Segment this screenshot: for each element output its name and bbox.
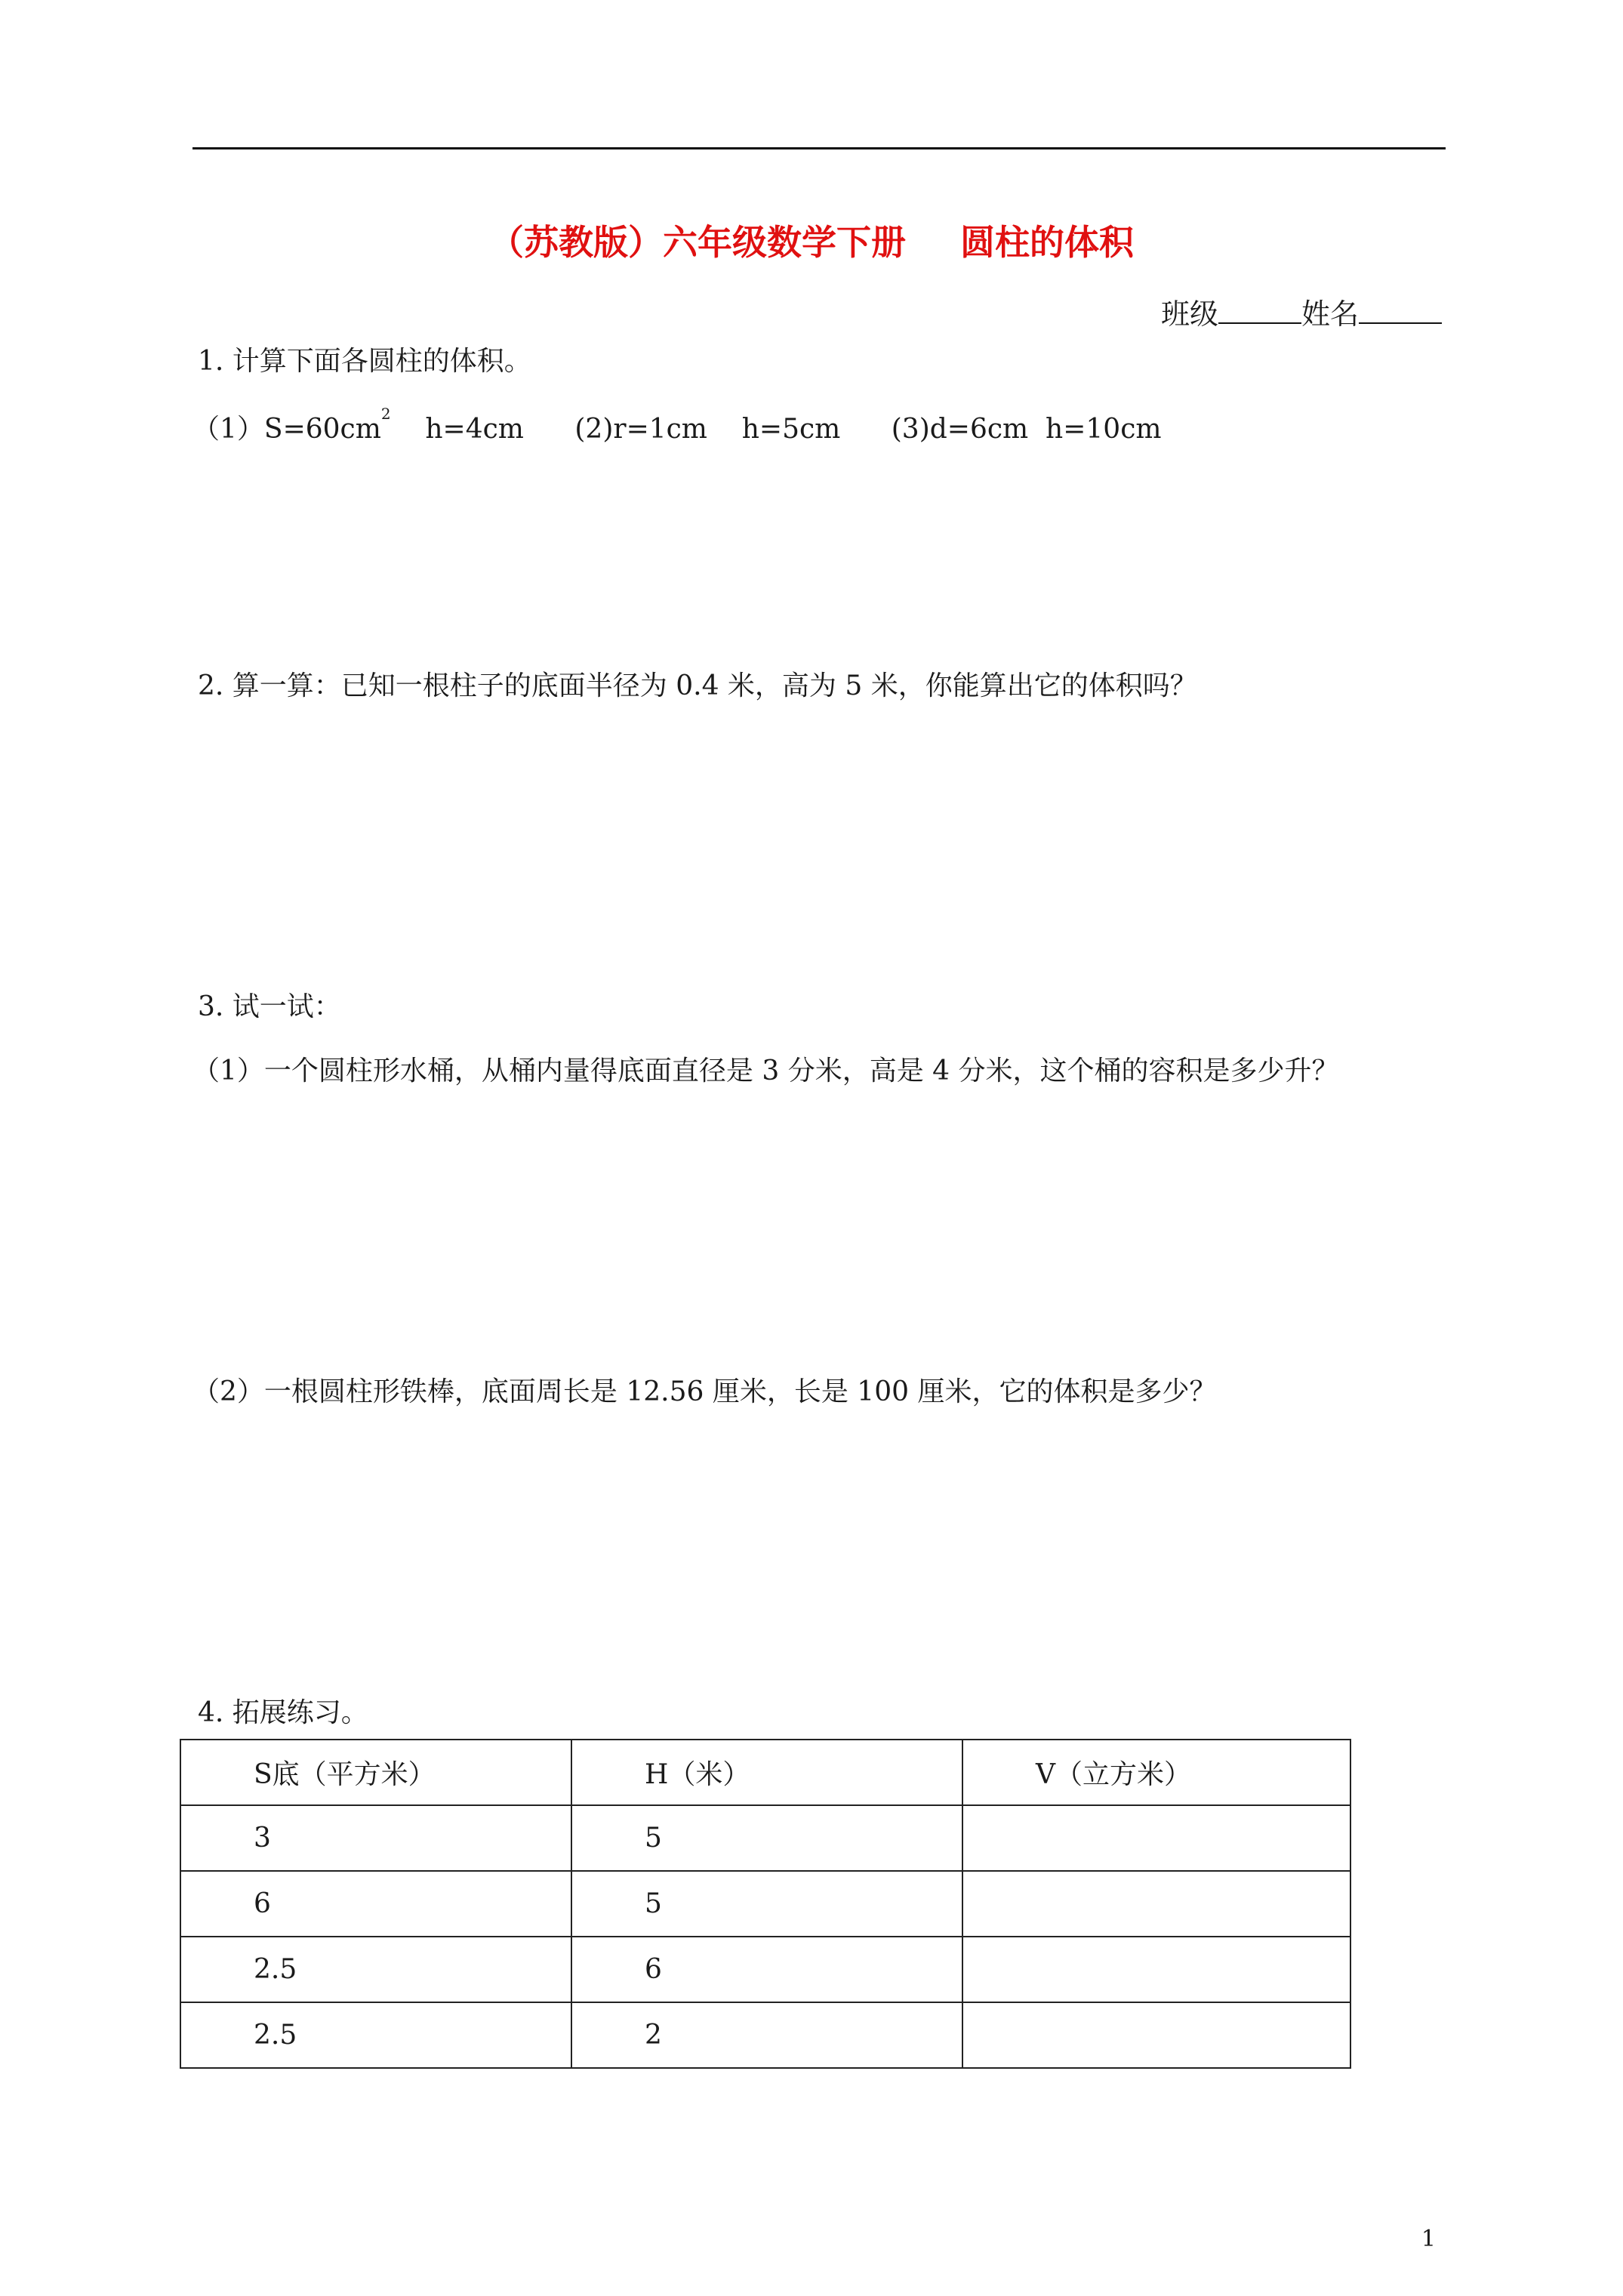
q1-part-3-diameter: (3)d=6cm: [891, 414, 1029, 445]
table-cell: 2.5: [180, 2002, 571, 2068]
q1-part-2-height: h=5cm: [741, 414, 841, 445]
question-3: 3. 试一试：: [198, 991, 341, 1022]
q1-part-2-radius: (2)r=1cm: [574, 414, 707, 445]
question-3-sub-1: （1）一个圆柱形水桶，从桶内量得底面直径是 3 分米，高是 4 分米，这个桶的容积是多少升？: [192, 1056, 1339, 1086]
question-3-sub-2: （2）一根圆柱形铁棒，底面周长是 12.56 厘米，长是 100 厘米，它的体积是多少？: [192, 1376, 1217, 1407]
table-header-cell: H（米）: [571, 1740, 962, 1805]
table-header-cell: V（立方米）: [962, 1740, 1350, 1805]
extension-table: [180, 1739, 1351, 2069]
name-blank[interactable]: [1359, 295, 1442, 324]
question-4: 4. 拓展练习。: [198, 1697, 368, 1728]
q1-part-3: [892, 414, 1162, 445]
table-cell: 6: [571, 1937, 962, 2002]
header-rule: [192, 147, 1446, 149]
q1-part-1-height: h=4cm: [425, 414, 524, 445]
q1-part-3-height: h=10cm: [1046, 414, 1162, 445]
q1-part-2: [574, 414, 840, 445]
q1-part-1-area: （1）S=60cm: [192, 414, 381, 445]
answer-cell[interactable]: [962, 1805, 1350, 1871]
title-series: （苏教版）六年级数学下册: [489, 222, 906, 263]
table-header-cell: S底（平方米）: [180, 1740, 571, 1805]
table-cell: 3: [180, 1805, 571, 1871]
table-cell: 2: [571, 2002, 962, 2068]
student-info: [1161, 291, 1442, 332]
table-row: [180, 1871, 1350, 1937]
question-1: 1. 计算下面各圆柱的体积。: [198, 346, 531, 377]
table-cell: 5: [571, 1805, 962, 1871]
table-cell: 2.5: [180, 1937, 571, 2002]
q1-part-1-exponent: 2: [380, 405, 391, 423]
table-cell: 6: [180, 1871, 571, 1937]
table-row: [180, 1937, 1350, 2002]
page-title: [0, 215, 1623, 265]
class-label: 班级: [1160, 297, 1218, 331]
answer-cell[interactable]: [962, 1937, 1350, 2002]
table-row: [180, 2002, 1350, 2068]
page-number: 1: [1421, 2226, 1436, 2252]
title-topic: 圆柱的体积: [960, 222, 1134, 263]
class-blank[interactable]: [1218, 295, 1301, 324]
table-cell: 5: [571, 1871, 962, 1937]
question-1-parts: [192, 405, 1204, 446]
question-2: 2. 算一算：已知一根柱子的底面半径为 0.4 米，高为 5 米，你能算出它的体积吗？: [198, 670, 1197, 701]
name-label: 姓名: [1301, 297, 1359, 331]
table-row: [180, 1805, 1350, 1871]
table-header-row: [180, 1740, 1350, 1805]
answer-cell[interactable]: [962, 1871, 1350, 1937]
answer-cell[interactable]: [962, 2002, 1350, 2068]
q1-part-1: [192, 405, 524, 445]
